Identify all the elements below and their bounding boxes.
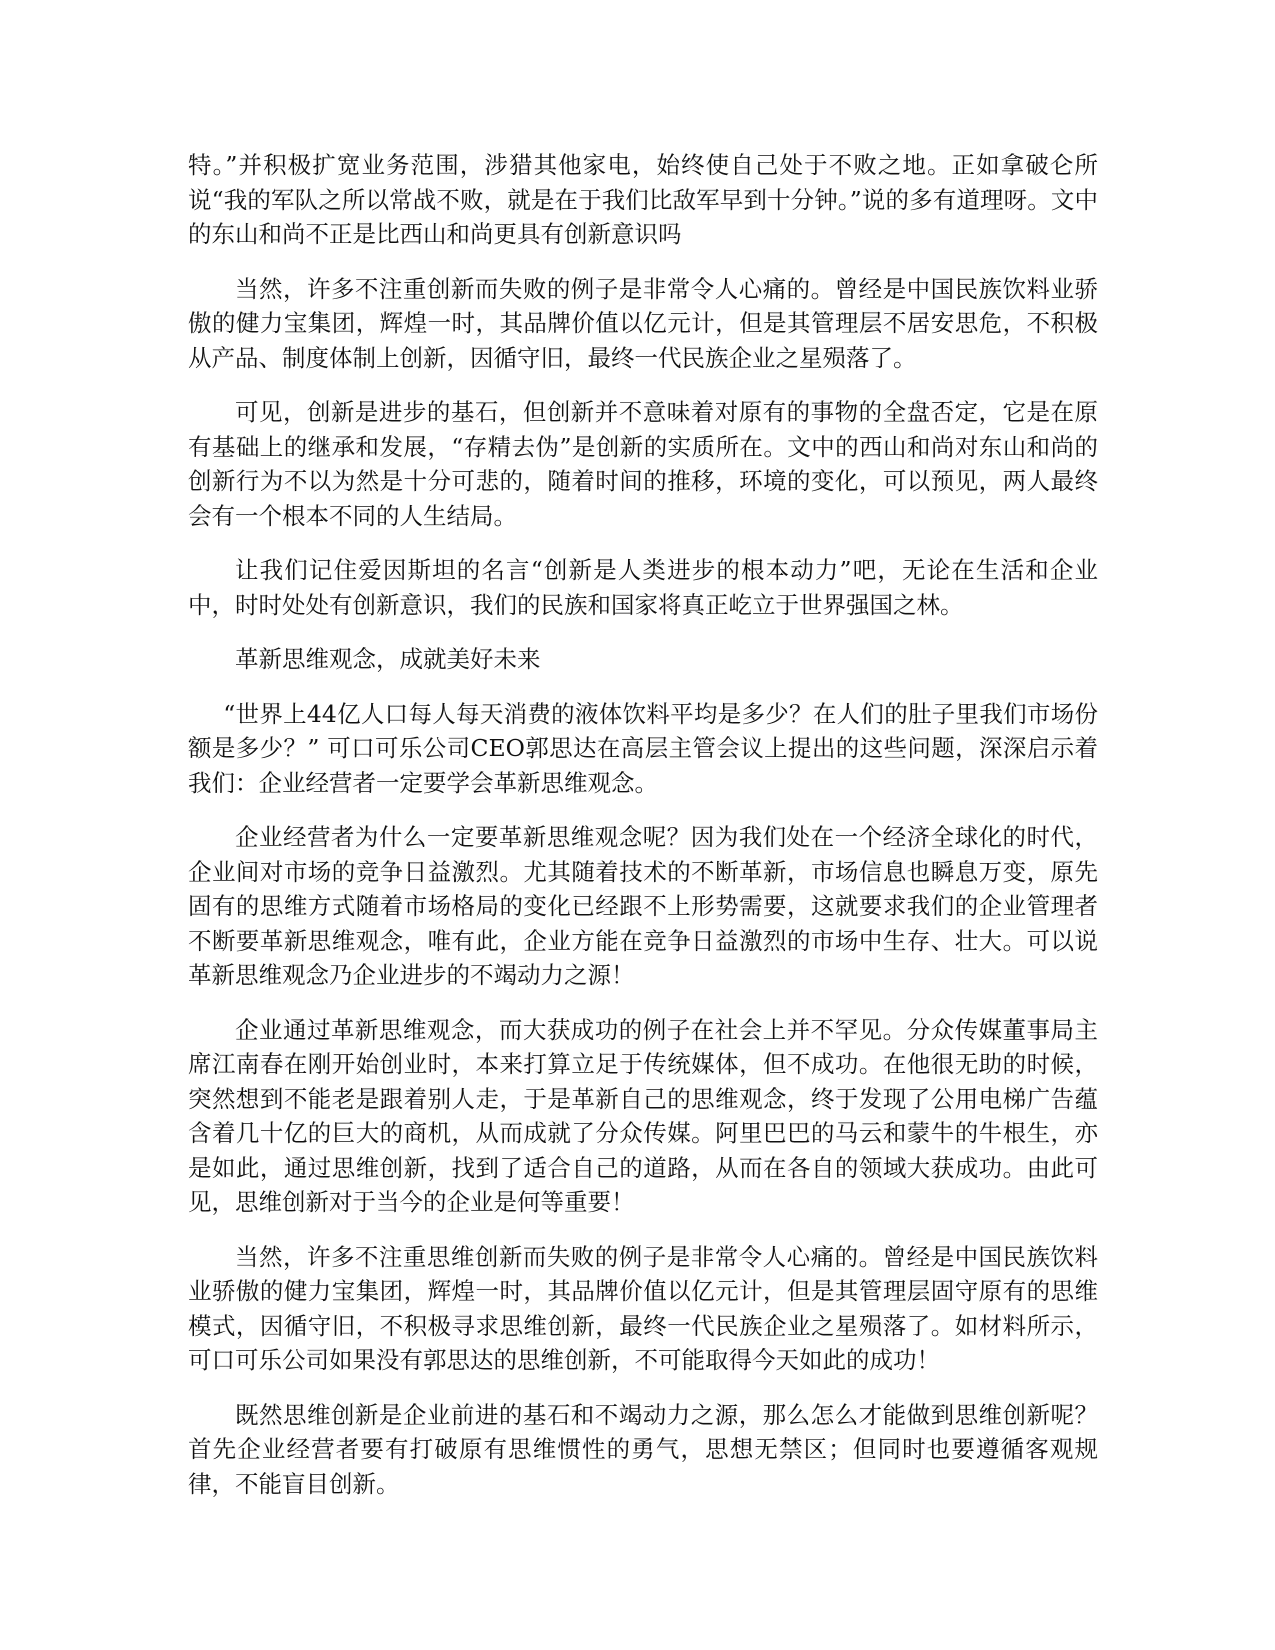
paragraph: 当然，许多不注重思维创新而失败的例子是非常令人心痛的。曾经是中国民族饮料业骄傲的健力宝集团，辉煌一时，其品牌价值以亿元计，但是其管理层固守原有的思维模式，因循守旧，不积极寻求思维创新，最终一代民族企业之星殒落了。如材料所示，可口可乐公司如果没有郭思达的思维创新，不可能取得今天如此的成功！ [188,1242,1098,1374]
paragraph: 企业通过革新思维观念，而大获成功的例子在社会上并不罕见。分众传媒董事局主席江南春在刚开始创业时，本来打算立足于传统媒体，但不成功。在他很无助的时候，突然想到不能老是跟着别人走，于是革新自己的思维观念，终于发现了公用电梯广告蕴含着几十亿的巨大的商机，从而成就了分众传媒。阿里巴巴的马云和蒙牛的牛根生，亦是如此，通过思维创新，找到了适合自己的道路，从而在各自的领域大获成功。由此可见，思维创新对于当今的企业是何等重要！ [188,1015,1098,1216]
document-body [188,148,1098,1521]
paragraph: 企业经营者为什么一定要革新思维观念呢？因为我们处在一个经济全球化的时代，企业间对市场的竞争日益激烈。尤其随着技术的不断革新，市场信息也瞬息万变，原先固有的思维方式随着市场格局的变化已经跟不上形势需要，这就要求我们的企业管理者不断要革新思维观念，唯有此，企业方能在竞争日益激烈的市场中生存、壮大。可以说革新思维观念乃企业进步的不竭动力之源！ [188,823,1098,989]
paragraph: 当然，许多不注重创新而失败的例子是非常令人心痛的。曾经是中国民族饮料业骄傲的健力宝集团，辉煌一时，其品牌价值以亿元计，但是其管理层不居安思危，不积极从产品、制度体制上创新，因循守旧，最终一代民族企业之星殒落了。 [188,274,1098,372]
paragraph: 可见，创新是进步的基石，但创新并不意味着对原有的事物的全盘否定，它是在原有基础上的继承和发展，“存精去伪”是创新的实质所在。文中的西山和尚对东山和尚的创新行为不以为然是十分可悲的，随着时间的推移，环境的变化，可以预见，两人最终会有一个根本不同的人生结局。 [188,398,1098,530]
paragraph-continuation: 特。”并积极扩宽业务范围，涉猎其他家电，始终使自己处于不败之地。正如拿破仑所说“我的军队之所以常战不败，就是在于我们比敌军早到十分钟。”说的多有道理呀。文中的东山和尚不正是比西山和尚更具有创新意识吗 [188,151,1098,248]
paragraph-quote: “世界上44亿人口每人每天消费的液体饮料平均是多少？在人们的肚子里我们市场份额是多少？” 可口可乐公司CEO郭思达在高层主管会议上提出的这些问题，深深启示着我们：企业经营者一定要学会革新思维观念。 [188,699,1098,797]
paragraph: 既然思维创新是企业前进的基石和不竭动力之源，那么怎么才能做到思维创新呢？首先企业经营者要有打破原有思维惯性的勇气，思想无禁区；但同时也要遵循客观规律，不能盲目创新。 [188,1400,1098,1498]
paragraph: 让我们记住爱因斯坦的名言“创新是人类进步的根本动力”吧，无论在生活和企业中，时时处处有创新意识，我们的民族和国家将真正屹立于世界强国之林。 [188,556,1098,619]
section-heading: 革新思维观念，成就美好未来 [235,645,541,673]
